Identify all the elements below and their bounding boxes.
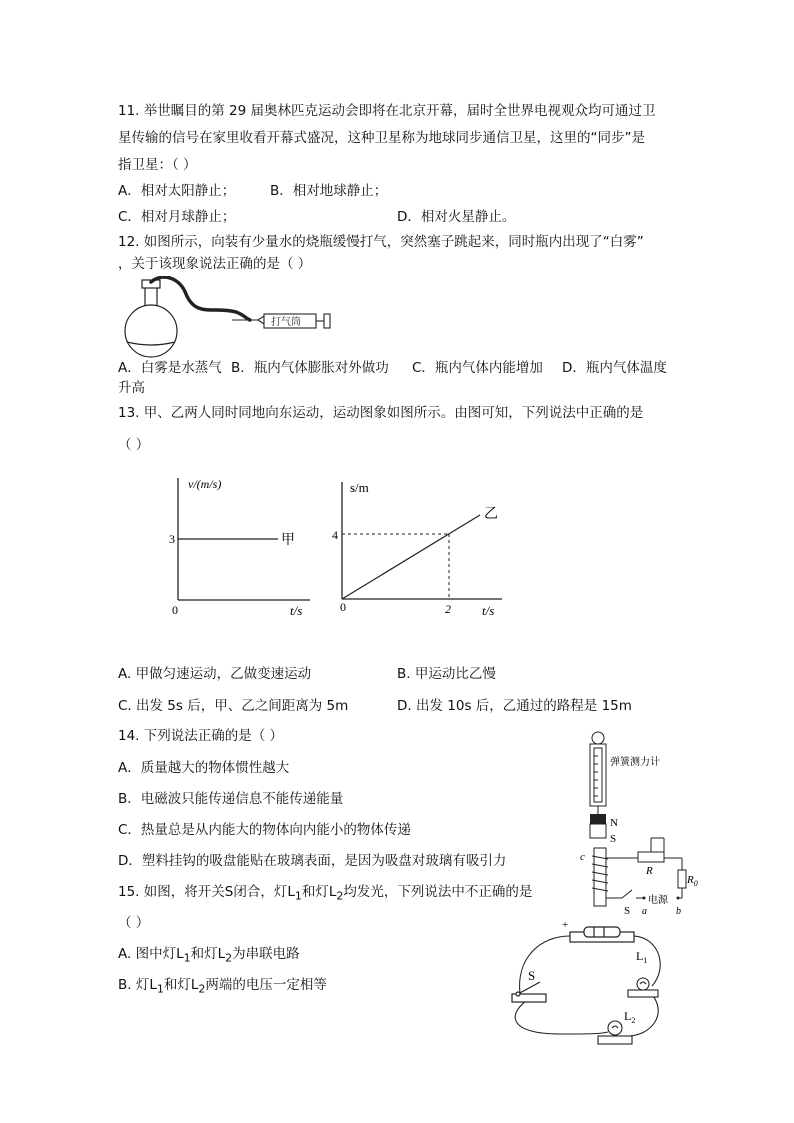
q12-option-a: A．白雾是水蒸气 xyxy=(118,360,222,376)
q15-option-a: A. 图中灯$L_1$和灯$L_2$为串联电路 xyxy=(118,946,300,965)
q14-option-d: D．塑料挂钩的吸盘能贴在玻璃表面，是因为吸盘对玻璃有吸引力 xyxy=(118,853,507,869)
lamp-l2-label: $L_2$ xyxy=(624,1009,636,1025)
lamp-l1-label: $L_1$ xyxy=(636,949,648,965)
lamp-l1 xyxy=(628,978,658,997)
st-ylabel: s/m xyxy=(350,480,369,495)
pump-label: 打气筒 xyxy=(271,317,301,328)
velocity-time-graph xyxy=(160,468,320,618)
q12-option-c: C．瓶内气体内能增加 xyxy=(412,360,543,376)
q14-option-a: A．质量越大的物体惯性越大 xyxy=(118,760,290,776)
st-x-tick: 2 xyxy=(445,602,451,616)
distance-time-graph xyxy=(330,470,510,620)
st-xlabel: t/s xyxy=(482,603,495,618)
q11-option-b: B．相对地球静止； xyxy=(270,183,388,199)
q12-option-d: D．瓶内气体温度 xyxy=(562,360,667,376)
power-label: 电源 xyxy=(648,895,668,906)
q12-option-d-cont: 升高 xyxy=(118,380,145,396)
q13-option-c: C. 出发 5s 后，甲、乙之间距离为 5m xyxy=(118,698,349,714)
rheostat-r-label: R xyxy=(646,865,653,877)
q14-stem: 14. 下列说法正确的是（ ） xyxy=(118,728,284,744)
flask-pump-figure xyxy=(118,276,336,358)
st-series-yi-line xyxy=(342,515,480,599)
q15-stem-line1: 15. 如图，将开关S闭合，灯$L_1$和灯$L_2$均发光，下列说法中不正确的是 xyxy=(118,884,533,903)
switch-s-label: S xyxy=(624,905,631,917)
b-label: b xyxy=(676,906,681,917)
q11-stem-line3: 指卫星：（ ） xyxy=(118,157,197,173)
r0-label: $R_0$ xyxy=(687,874,698,888)
q13-option-d: D. 出发 10s 后，乙通过的路程是 15m xyxy=(397,698,632,714)
battery-plus-label: + xyxy=(562,919,569,931)
vt-ylabel: v/(m/s) xyxy=(188,477,222,491)
q12-option-b: B．瓶内气体膨胀对外做功 xyxy=(231,360,389,376)
series-circuit-figure xyxy=(500,918,672,1056)
q15-option-b: B. 灯$L_1$和灯$L_2$两端的电压一定相等 xyxy=(118,977,327,996)
vt-series-jia-label: 甲 xyxy=(281,533,295,548)
switch xyxy=(512,982,546,1002)
st-origin: 0 xyxy=(340,600,346,614)
n-pole-label: N xyxy=(610,817,618,829)
spring-scale xyxy=(590,732,606,814)
spring-scale-label: 弹簧测力计 xyxy=(610,757,660,768)
s-pole-label: S xyxy=(610,833,617,845)
st-y-tick: 4 xyxy=(332,528,338,542)
spring-scale-electromagnet-figure xyxy=(574,728,704,918)
magnet-n-pole xyxy=(590,814,606,824)
vt-xlabel: t/s xyxy=(290,603,303,618)
q11-stem-line1: 11. 举世瞩目的第 29 届奥林匹克运动会即将在北京开幕，届时全世界电视观众均可通过卫 xyxy=(118,103,656,119)
q13-stem-line2: （ ） xyxy=(118,437,150,453)
terminal-b xyxy=(677,897,680,900)
vt-origin: 0 xyxy=(172,603,178,617)
terminal-a xyxy=(643,897,646,900)
battery xyxy=(570,927,634,942)
switch-label: S xyxy=(528,968,536,983)
q13-option-b: B. 甲运动比乙慢 xyxy=(397,666,496,682)
q15-stem-line2: （ ） xyxy=(118,915,150,931)
st-series-yi-label: 乙 xyxy=(484,507,498,522)
q14-option-b: B．电磁波只能传递信息不能传递能量 xyxy=(118,791,344,807)
a-label: a xyxy=(642,906,647,917)
magnet-s-pole xyxy=(590,824,606,838)
vt-y-tick: 3 xyxy=(169,532,175,546)
q13-option-a: A. 甲做匀速运动，乙做变速运动 xyxy=(118,666,312,682)
q13-stem-line1: 13. 甲、乙两人同时同地向东运动，运动图象如图所示。由图可知，下列说法中正确的是 xyxy=(118,405,644,421)
coil-c-label: c xyxy=(580,851,585,863)
q12-stem-line2: ，关于该现象说法正确的是（ ） xyxy=(118,256,312,272)
electromagnet-circuit xyxy=(592,838,686,906)
flask-drawing xyxy=(125,280,177,357)
q11-option-a: A．相对太阳静止； xyxy=(118,183,236,199)
q11-option-d: D．相对火星静止。 xyxy=(397,209,516,225)
q11-option-c: C．相对月球静止； xyxy=(118,209,236,225)
q12-stem-line1: 12. 如图所示，向装有少量水的烧瓶缓慢打气，突然塞子跳起来，同时瓶内出现了“白雾” xyxy=(118,234,644,250)
q11-stem-line2: 星传输的信号在家里收看开幕式盛况，这种卫星称为地球同步通信卫星，这里的“同步”是 xyxy=(118,130,645,146)
rubber-tube xyxy=(151,277,250,320)
q14-option-c: C．热量总是从内能大的物体向内能小的物体传递 xyxy=(118,822,411,838)
